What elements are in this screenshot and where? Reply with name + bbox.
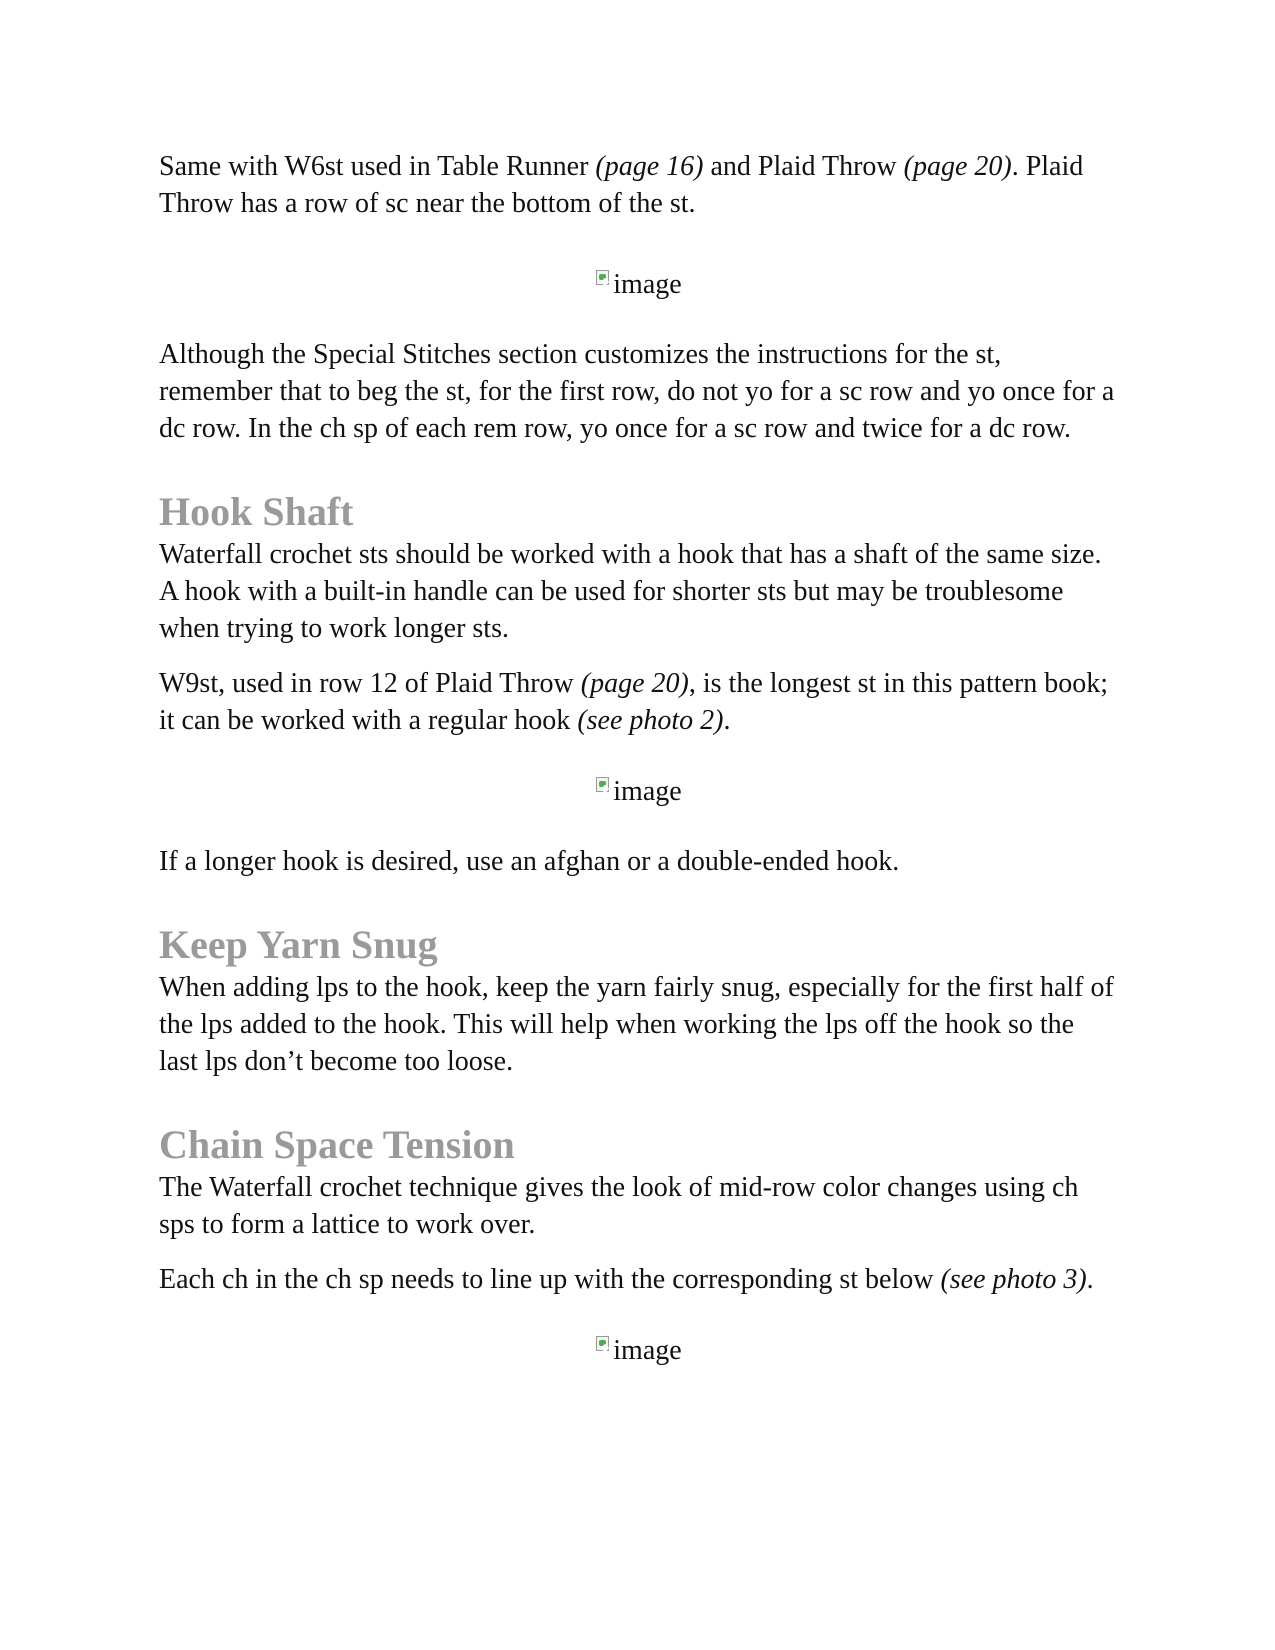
image-alt-text: image	[613, 269, 682, 300]
broken-image-icon	[596, 1336, 612, 1356]
paragraph-keep-yarn-snug: When adding lps to the hook, keep the yarn fairly snug, especially for the first half of the lps added to the hook. This will help when working the lps off the hook so the last lps don’t become too loose.	[159, 972, 1114, 1077]
paragraph-w6st: Same with W6st used in Table Runner (page 16) and Plaid Throw (page 20). Plaid Throw has a row of sc near the bottom of the st.	[159, 151, 1084, 219]
image-placeholder-1	[159, 262, 1119, 308]
image-alt-text: image	[613, 776, 682, 807]
image-placeholder-2	[159, 769, 1119, 815]
image-placeholder-3	[159, 1328, 1119, 1374]
broken-image-icon	[596, 270, 612, 290]
heading-chain-space-tension: Chain Space Tension	[159, 1122, 515, 1167]
paragraph-special-stitches: Although the Special Stitches section customizes the instructions for the st, remember that to beg the st, for the first row, do not yo for a sc row and yo once for a dc row. In the ch sp of each rem row, yo once for a sc row and twice for a dc row.	[159, 339, 1115, 444]
paragraph-ch-sp-line-up: Each ch in the ch sp needs to line up with the corresponding st below (see photo 3).	[159, 1264, 1094, 1295]
paragraph-hook-shaft: Waterfall crochet sts should be worked with a hook that has a shaft of the same size. A hook with a built-in handle can be used for shorter sts but may be troublesome when trying to work longer sts.	[159, 539, 1102, 644]
heading-hook-shaft: Hook Shaft	[159, 489, 354, 534]
paragraph-waterfall-technique: The Waterfall crochet technique gives the look of mid-row color changes using ch sps to form a lattice to work over.	[159, 1172, 1079, 1240]
heading-keep-yarn-snug: Keep Yarn Snug	[159, 922, 438, 967]
image-alt-text: image	[613, 1335, 682, 1366]
page-content	[159, 148, 1119, 1374]
paragraph-w9st: W9st, used in row 12 of Plaid Throw (page 20), is the longest st in this pattern book; it can be worked with a regular hook (see photo 2).	[159, 668, 1109, 736]
paragraph-longer-hook: If a longer hook is desired, use an afghan or a double-ended hook.	[159, 846, 900, 877]
broken-image-icon	[596, 777, 612, 797]
